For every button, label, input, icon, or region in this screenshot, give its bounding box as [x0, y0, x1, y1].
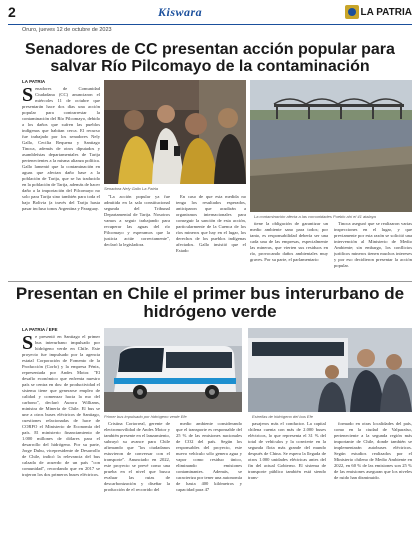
article2-photo1-caption: Primer bus impulsado por hidrógeno verde Efe [104, 414, 187, 419]
article2-kicker: LA PATRIA / EFE [22, 327, 58, 332]
article1-photo1-caption: Senadora Nely Gallo La Patria [104, 186, 159, 191]
article1-photo-senators [104, 80, 246, 184]
article1-column-3 [176, 194, 246, 274]
article2-column-3 [176, 421, 242, 533]
article1-col3-text: En caso de que esta medida no tenga los resultados esperados, anticiparon que acudirán a organismos internacionales para conseguir la sanción de esta acción, particularmente de la Cuenca de los ríos mineros que hay en el lugar, los derechos de los pueblos indígenas afectados. Gallo insistió que el Estado [176, 194, 246, 253]
article2-col4-text: pasajeros más el conductor. La capital chilena cuenta con más de 2.000 buses eléctricos, lo que representa el 31 % del total de vehículos y la convierte en la segunda flota más grande del mundo después de China. Se espera la llegada de otros 1.000 unidades eléctricas antes del fin del actual Gobierno. El sistema de transporte público también está siendo trans- [248, 421, 326, 480]
article2-col5-text: formado en otras localidades del país, como en la ciudad de Valparaíso, perteneciente a la segunda región más importante de Chile, donde también se implementarán autobuses eléctricos. Según estudios realizados por el Ministerio chileno de Medio Ambiente en 2022, en 60 % de las emisiones son 25 % de las emisiones aseguran que los niveles de ruido han disminuido. [334, 421, 412, 480]
river-photo-graphic [250, 80, 412, 212]
article-divider [8, 281, 412, 282]
article1-photo-river [250, 80, 412, 212]
article2-column-4 [248, 421, 326, 533]
event-photo-graphic [248, 328, 412, 412]
article1-column-1 [22, 86, 100, 254]
article2-column-2 [104, 421, 170, 533]
article1-kicker: LA PATRIA [22, 79, 46, 84]
article1-photo2-caption: La contaminación afecta a las comunidades Pueblo ahí el 41 atalaya [254, 214, 376, 219]
article2-col1-text: e presentó en Santiago el primer bus interurbano impulsado por hidrógeno verde en Chile. Este proyecto fue impulsado por la agencia estatal Corporación de Fomento de la Producción (Corfo) y la empresa Fénix, representada por Andes Motor. "El desafío económico que enfrenta nuestro país se centra en dos: de productividad el sistema tiene que generarse empleo de calidad y comenzar hacia la mo del carbono", declaró Aurora Williams, ministra de Minería de Chile. El bus se une a otros buses eléctricos de Santiago, cuestiones relacionadas de hace de CORFO el Ministerio de Economía del país. El ministerio financiamiento de 1.000 millones de dólares para el desarrollo del hidrógeno. Por su parte, Jorge Duhu, vicepresidente de Desarrollo de Chile, indicó la relevancia del bus calzada de acuerdo de un país "con comunidad", recordando que en 2017 se trajeron los dos primeros buses eléctricos. [22, 334, 100, 477]
logo-text: LA PATRIA [360, 6, 412, 18]
article1-col1-text: enadores de Comunidad Ciudadana (CC) anunciaron el miércoles 11 de octubre que presentarán hace dos días una acción popular para contrarrestar la contaminación del Río Pilcomayo, debido a los daños que sufren las pueblos indígenas que habitan cerca. El recurso fue trabajado por los senadores Nely Gallo, Cecilia Requena y Santiago Tinoca, además de otros diputados y asambleístas departamentales de Tarija pertenecientes a la misma alianza política. Gallo lamentó que la contaminación en aguas que afectan daño base a la población de Tarija, que se ha traducido en la población de Tarija, además de hacer daño a la importación del Pilcomayo no solo para Tarija sino también para toda el bajo Bolivia (a través del Tarija hasta pasar incluso tonos Argentina y Paraguay. [22, 86, 100, 211]
article1-col5-text: Tinoca aseguró que se realizaron varias inspecciones en el lugar, y que previamente por esta razón se solicitó una intervención al Ministerio de Medio Ambiente; sin embargo, los conflictos jurídicos mineros tienen muchos intereses y por eso decidieron presentar la acción popular. [334, 221, 412, 268]
article1-col4-text: tiene la obligación de garantizar un medio ambiente sano para todos; por tanto, es responsabilidad debería ser una cada una de las empresas, especialmente las mineras, que vierten sus residuos en río, provocando daños ambientales muy graves. Por su parte, el parlamentario [250, 221, 328, 262]
newspaper-logo [345, 4, 412, 20]
article2-column-1 [22, 334, 100, 532]
article2-col3-text: medio ambiente considerando que el transporte es responsable del 25 % de las emisiones nacionales de CO2 del país. Según los responsables del proyecto, este nuevo vehículo sólo genera agua y vapor como residuo único, eliminando emisiones contaminantes. Además, se caracteriza por tener una autonomía de hasta 400 kilómetros y capacidad para 47 [176, 421, 242, 492]
article1-column-2 [104, 194, 170, 274]
article2-headline: Presentan en Chile el primer bus interurbano de hidrógeno verde [15, 284, 405, 321]
article2-photo-event [248, 328, 412, 412]
article1-dropcap: S [22, 86, 34, 106]
article1-column-4 [250, 221, 328, 275]
article2-column-5 [334, 421, 412, 533]
article2-col2-text: Cristina Cortorreal, gerente de electromovilidad de Andes Motor y también presente en el lanzamiento, subrayó su avance para Chile afirmando que "los ciudadanos estuvieron de conversar con el transporte". Anunciado en 2022, este proyecto se prevé como una prueba en el nivel que busca evaluar las rutas de descarbonización y diseñar la producción de el recorrido del [104, 421, 170, 492]
article1-headline: Senadores de CC presentan acción popular para salvar Río Pilcomayo de la contaminación [25, 41, 395, 75]
article1-col2-text: "La acción popular ya fue admitida en la sala constitucional segunda del Tribunal Departamental de Tarija. Nosotros vamos a seguir trabajando para recuperar las aguas del río Pilcomayo y esperamos que la justicia actúe correctamente", declaró la legisladora. [104, 194, 170, 247]
article2-dropcap: S [22, 334, 34, 354]
dateline: Oruro, jueves 12 de octubre de 2023 [22, 27, 112, 33]
page-number: 2 [8, 4, 16, 20]
senators-photo-graphic [104, 80, 246, 184]
section-title: Kiswara [158, 5, 203, 19]
la-patria-logo-icon [345, 5, 359, 19]
article2-photo-bus [104, 328, 242, 412]
article1-column-5 [334, 221, 412, 275]
article2-photo2-caption: Estrellas de hidrógeno del bus Efe [252, 414, 313, 419]
header-rule [8, 24, 412, 25]
bus-photo-graphic [104, 328, 242, 412]
